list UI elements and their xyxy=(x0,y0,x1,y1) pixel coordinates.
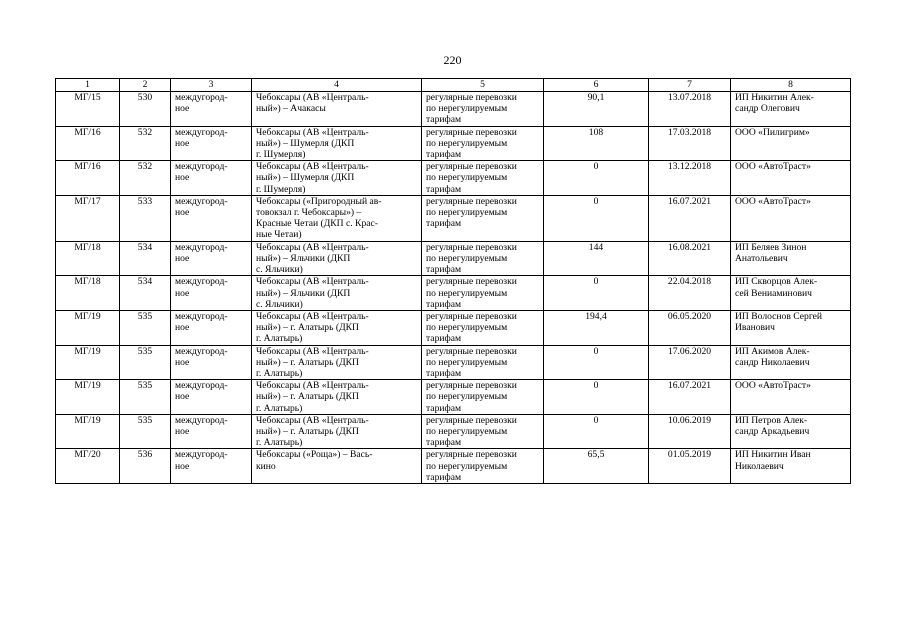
date-cell: 13.12.2018 xyxy=(649,161,731,196)
table-row xyxy=(56,126,851,161)
route-number-cell: 534 xyxy=(120,241,171,276)
route-number-cell: 536 xyxy=(120,449,171,484)
route-code-cell: МГ/18 xyxy=(56,241,120,276)
route-name-cell: Чебоксары (АВ «Централь- ный») – Шумерля (ДКП г. Шумерля) xyxy=(252,126,422,161)
date-cell: 16.07.2021 xyxy=(649,195,731,241)
table-row xyxy=(56,311,851,346)
table-row xyxy=(56,345,851,380)
column-number-row xyxy=(56,79,851,92)
transport-kind-cell: регулярные перевозки по нерегулируемым тарифам xyxy=(422,92,544,127)
carrier-cell: ИП Петров Алек- сандр Аркадьевич xyxy=(731,414,851,449)
route-type-cell: междугород- ное xyxy=(171,241,252,276)
route-code-cell: МГ/19 xyxy=(56,345,120,380)
carrier-cell: ИП Волоснов Сергей Иванович xyxy=(731,311,851,346)
value-cell: 65,5 xyxy=(544,449,649,484)
column-header: 4 xyxy=(252,79,422,92)
route-number-cell: 535 xyxy=(120,380,171,415)
route-type-cell: междугород- ное xyxy=(171,276,252,311)
route-name-cell: Чебоксары (АВ «Централь- ный») – Ачакасы xyxy=(252,92,422,127)
route-type-cell: междугород- ное xyxy=(171,414,252,449)
route-number-cell: 530 xyxy=(120,92,171,127)
route-name-cell: Чебоксары (АВ «Централь- ный») – Яльчики (ДКП с. Яльчики) xyxy=(252,241,422,276)
date-cell: 13.07.2018 xyxy=(649,92,731,127)
route-code-cell: МГ/15 xyxy=(56,92,120,127)
table-body xyxy=(56,92,851,484)
column-header: 8 xyxy=(731,79,851,92)
value-cell: 0 xyxy=(544,345,649,380)
value-cell: 0 xyxy=(544,380,649,415)
route-name-cell: Чебоксары (АВ «Централь- ный») – г. Алатырь (ДКП г. Алатырь) xyxy=(252,380,422,415)
value-cell: 194,4 xyxy=(544,311,649,346)
table-row xyxy=(56,276,851,311)
value-cell: 108 xyxy=(544,126,649,161)
route-name-cell: Чебоксары (АВ «Централь- ный») – Шумерля (ДКП г. Шумерля) xyxy=(252,161,422,196)
route-number-cell: 533 xyxy=(120,195,171,241)
table-row xyxy=(56,414,851,449)
transport-kind-cell: регулярные перевозки по нерегулируемым тарифам xyxy=(422,345,544,380)
table-row xyxy=(56,161,851,196)
table-row xyxy=(56,380,851,415)
date-cell: 16.08.2021 xyxy=(649,241,731,276)
route-number-cell: 535 xyxy=(120,345,171,380)
column-header: 5 xyxy=(422,79,544,92)
carrier-cell: ИП Никитин Алек- сандр Олегович xyxy=(731,92,851,127)
date-cell: 17.06.2020 xyxy=(649,345,731,380)
date-cell: 22.04.2018 xyxy=(649,276,731,311)
transport-kind-cell: регулярные перевозки по нерегулируемым тарифам xyxy=(422,126,544,161)
column-header: 3 xyxy=(171,79,252,92)
transport-kind-cell: регулярные перевозки по нерегулируемым тарифам xyxy=(422,449,544,484)
transport-kind-cell: регулярные перевозки по нерегулируемым тарифам xyxy=(422,414,544,449)
carrier-cell: ООО «Пилигрим» xyxy=(731,126,851,161)
carrier-cell: ООО «АвтоТраст» xyxy=(731,380,851,415)
route-number-cell: 532 xyxy=(120,161,171,196)
page-number: 220 xyxy=(443,53,462,67)
value-cell: 144 xyxy=(544,241,649,276)
value-cell: 90,1 xyxy=(544,92,649,127)
transport-kind-cell: регулярные перевозки по нерегулируемым тарифам xyxy=(422,276,544,311)
route-code-cell: МГ/17 xyxy=(56,195,120,241)
route-code-cell: МГ/19 xyxy=(56,311,120,346)
value-cell: 0 xyxy=(544,276,649,311)
route-name-cell: Чебоксары (АВ «Централь- ный») – Яльчики (ДКП с. Яльчики) xyxy=(252,276,422,311)
column-header: 7 xyxy=(649,79,731,92)
route-code-cell: МГ/20 xyxy=(56,449,120,484)
routes-table xyxy=(55,78,851,484)
table-header xyxy=(56,79,851,92)
route-name-cell: Чебоксары (АВ «Централь- ный») – г. Алатырь (ДКП г. Алатырь) xyxy=(252,414,422,449)
carrier-cell: ИП Акимов Алек- сандр Николаевич xyxy=(731,345,851,380)
route-number-cell: 532 xyxy=(120,126,171,161)
value-cell: 0 xyxy=(544,414,649,449)
column-header: 2 xyxy=(120,79,171,92)
carrier-cell: ООО «АвтоТраст» xyxy=(731,161,851,196)
route-number-cell: 535 xyxy=(120,311,171,346)
date-cell: 10.06.2019 xyxy=(649,414,731,449)
route-code-cell: МГ/19 xyxy=(56,414,120,449)
route-type-cell: междугород- ное xyxy=(171,380,252,415)
transport-kind-cell: регулярные перевозки по нерегулируемым тарифам xyxy=(422,161,544,196)
transport-kind-cell: регулярные перевозки по нерегулируемым тарифам xyxy=(422,241,544,276)
carrier-cell: ООО «АвтоТраст» xyxy=(731,195,851,241)
route-name-cell: Чебоксары («Пригородный ав- товокзал г. Чебоксары») – Красные Четаи (ДКП с. Крас- ные Четаи) xyxy=(252,195,422,241)
table-row xyxy=(56,449,851,484)
table-row xyxy=(56,241,851,276)
carrier-cell: ИП Скворцов Алек- сей Вениаминович xyxy=(731,276,851,311)
carrier-cell: ИП Беляев Зинон Анатольевич xyxy=(731,241,851,276)
value-cell: 0 xyxy=(544,161,649,196)
value-cell: 0 xyxy=(544,195,649,241)
route-type-cell: междугород- ное xyxy=(171,161,252,196)
carrier-cell: ИП Никитин Иван Николаевич xyxy=(731,449,851,484)
route-number-cell: 535 xyxy=(120,414,171,449)
route-code-cell: МГ/19 xyxy=(56,380,120,415)
route-type-cell: междугород- ное xyxy=(171,345,252,380)
route-type-cell: междугород- ное xyxy=(171,126,252,161)
route-type-cell: междугород- ное xyxy=(171,92,252,127)
route-number-cell: 534 xyxy=(120,276,171,311)
date-cell: 06.05.2020 xyxy=(649,311,731,346)
route-type-cell: междугород- ное xyxy=(171,195,252,241)
route-type-cell: междугород- ное xyxy=(171,449,252,484)
route-code-cell: МГ/16 xyxy=(56,126,120,161)
route-code-cell: МГ/16 xyxy=(56,161,120,196)
transport-kind-cell: регулярные перевозки по нерегулируемым тарифам xyxy=(422,311,544,346)
date-cell: 01.05.2019 xyxy=(649,449,731,484)
transport-kind-cell: регулярные перевозки по нерегулируемым тарифам xyxy=(422,195,544,241)
date-cell: 17.03.2018 xyxy=(649,126,731,161)
transport-kind-cell: регулярные перевозки по нерегулируемым тарифам xyxy=(422,380,544,415)
table-row xyxy=(56,195,851,241)
column-header: 6 xyxy=(544,79,649,92)
column-header: 1 xyxy=(56,79,120,92)
route-type-cell: междугород- ное xyxy=(171,311,252,346)
route-name-cell: Чебоксары (АВ «Централь- ный») – г. Алатырь (ДКП г. Алатырь) xyxy=(252,345,422,380)
table-row xyxy=(56,92,851,127)
route-name-cell: Чебоксары (АВ «Централь- ный») – г. Алатырь (ДКП г. Алатырь) xyxy=(252,311,422,346)
route-name-cell: Чебоксары («Роща») – Вась- кино xyxy=(252,449,422,484)
date-cell: 16.07.2021 xyxy=(649,380,731,415)
route-code-cell: МГ/18 xyxy=(56,276,120,311)
